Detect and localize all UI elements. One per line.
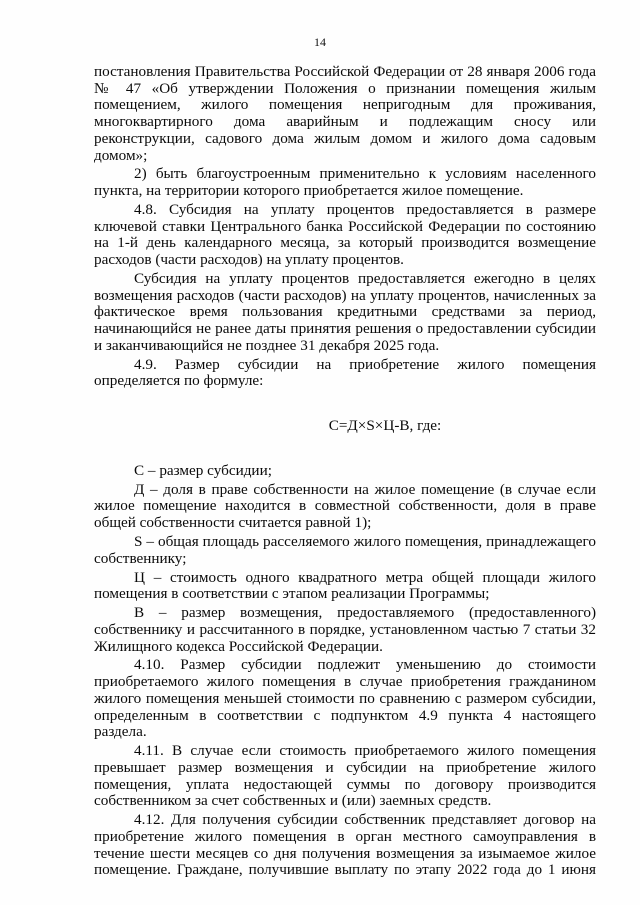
definition-d: Д – доля в праве собственности на жилое помещение (в случае если жилое помещение находится в совместной собственности, доля в праве общей собственности считается равной 1);: [94, 480, 596, 532]
paragraph-4-8: 4.8. Субсидия на уплату процентов предоставляется в размере ключевой ставки Центрального банка Российской Федерации по состоянию на 1-й день календарного месяца, за который производится возмещение расходов (части расходов) на уплату процентов.: [94, 201, 596, 269]
definition-v: В – размер возмещения, предоставляемого (предоставленного) собственнику и рассчитанного в порядке, установленном частью 7 статьи 32 Жилищного кодекса Российской Федерации.: [94, 604, 596, 655]
paragraph-4-9: 4.9. Размер субсидии на приобретение жилого помещения определяется по формуле:: [94, 355, 596, 390]
paragraph-4-10: 4.10. Размер субсидии подлежит уменьшению до стоимости приобретаемого жилого помещения в случае приобретения гражданином жилого помещения меньшей стоимости по сравнению с размером субсидии, определенным в соответствии с подпунктом 4.9 пункта 4 настоящего раздела.: [94, 656, 596, 741]
paragraph-4-12: 4.12. Для получения субсидии собственник представляет договор на приобретение жилого помещения в орган местного самоуправления в течение шести месяцев со дня получения возмещения за изымаемое жилое помещение. Граждане, получившие выплату по этапу 2022 года до 1 июня: [94, 811, 596, 879]
definition-c: С – размер субсидии;: [134, 461, 272, 479]
subsidy-formula: С=Д×S×Ц-В, где:: [328, 417, 442, 435]
paragraph-continuation: постановления Правительства Российской Федерации от 28 января 2006 года № 47 «Об утверждении Положения о признании помещения жилым помещением, жилого помещения непригодным для проживания, многоквартирного дома аварийным и подлежащим сносу или реконструкции, садового дома жилым домом и жилого дома садовым домом»;: [94, 63, 596, 164]
definition-ts: Ц – стоимость одного квадратного метра общей площади жилого помещения в соответствии с этапом реализации Программы;: [94, 568, 596, 603]
paragraph-item-2: 2) быть благоустроенным применительно к условиям населенного пункта, на территории которого приобретается жилое помещение.: [94, 165, 596, 200]
page-number: 14: [314, 35, 326, 49]
document-body: [94, 64, 596, 881]
definition-s: S – общая площадь расселяемого жилого помещения, принадлежащего собственнику;: [94, 533, 596, 567]
paragraph-4-11: 4.11. В случае если стоимость приобретаемого жилого помещения превышает размер возмещения и субсидии на приобретение жилого помещения, уплата недостающей суммы по договору производится собственником за счет собственных и (или) заемных средств.: [94, 742, 596, 810]
paragraph-interest-subsidy: Субсидия на уплату процентов предоставляется ежегодно в целях возмещения расходов (части расходов) на уплату процентов, начисленных за фактическое время пользования кредитными средствами за период, начинающийся не ранее даты принятия решения о предоставлении субсидии и заканчивающийся не позднее 31 декабря 2025 года.: [94, 270, 596, 354]
